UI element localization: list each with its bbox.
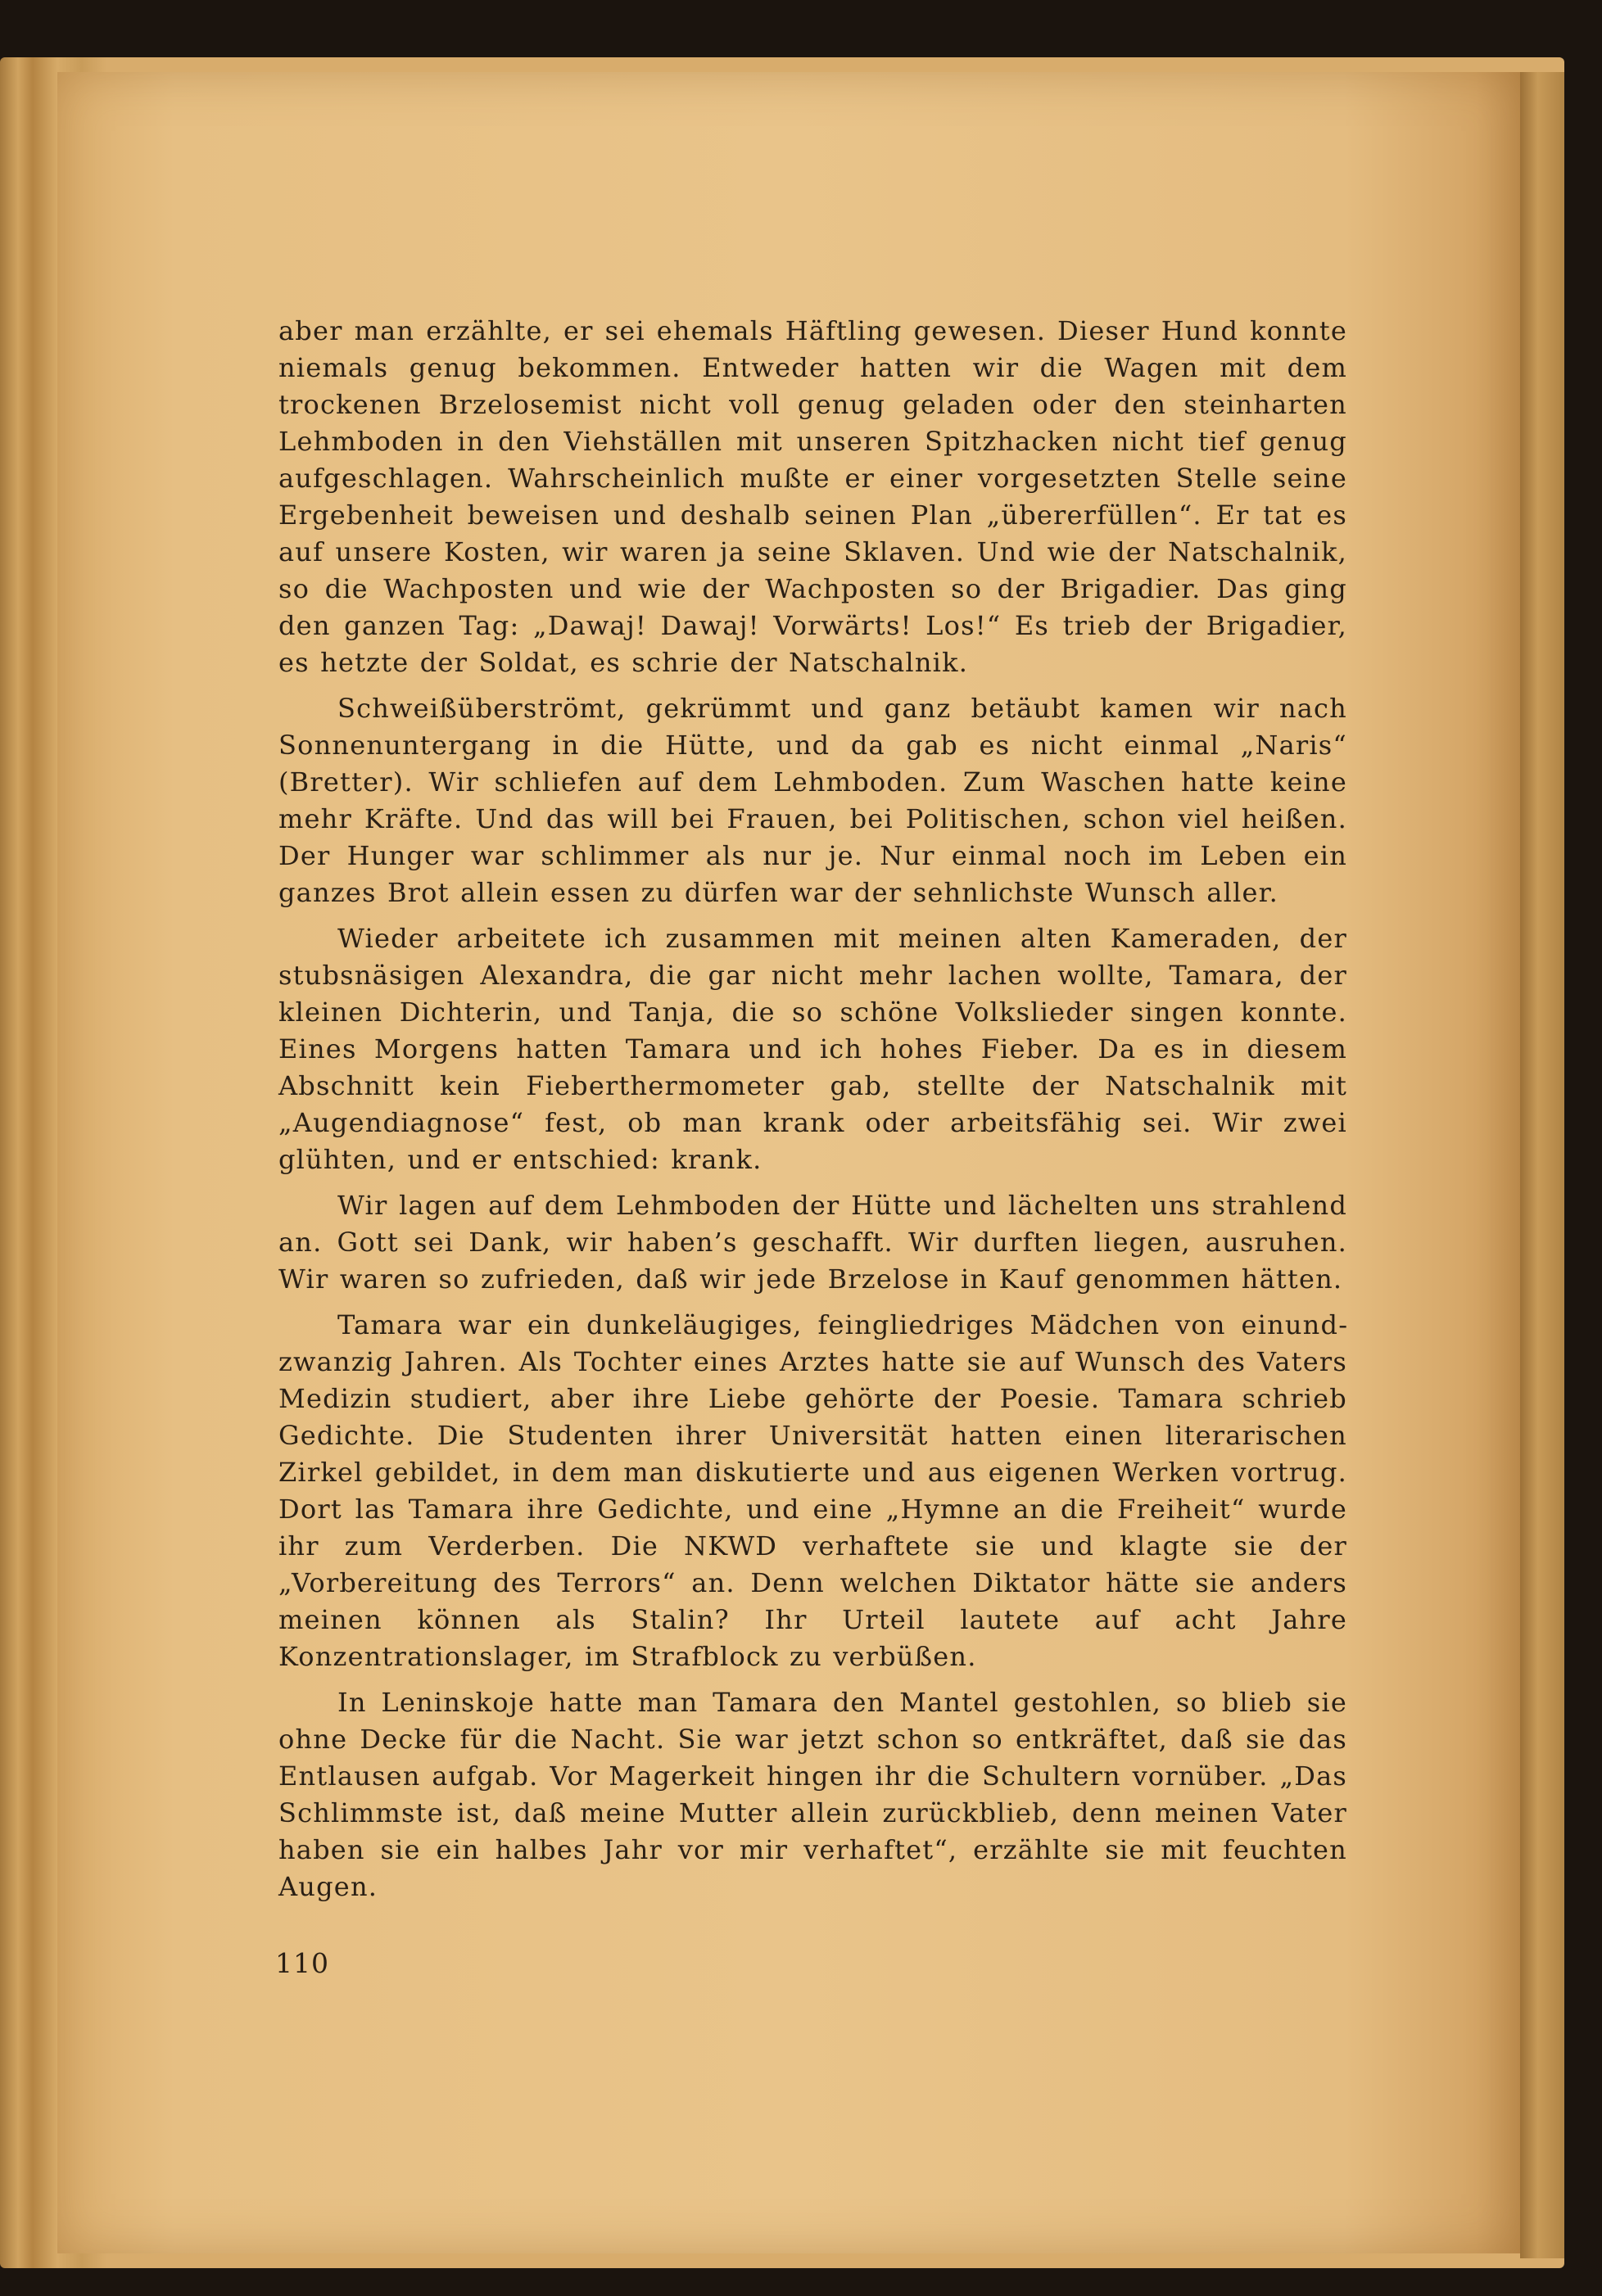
paragraph-3: Wieder arbeitete ich zusammen mit meinen alten Kameraden, der stubsnäsigen Alexandra, die gar nicht mehr lachen wollte, Tamara, der kleinen Dichterin, und Tanja, die so schöne Volkslieder singen konnte. Eines Morgens hatten Tamara und ich hohes Fieber. Da es in diesem Abschnitt kein Fieberthermometer gab, stellte der Natschalnik mit „Augendiagnose“ fest, ob man krank oder arbeitsfähig sei. Wir zwei glühten, und er entschied: krank. [278, 923, 1347, 1175]
paragraph-5: Tamara war ein dunkeläugiges, feingliedriges Mädchen von einundzwanzig Jahren. Als Tochter eines Arztes hatte sie auf Wunsch des Vaters Medizin studiert, aber ihre Liebe gehörte der Poesie. Tamara schrieb Gedichte. Die Studenten ihrer Universität hatten einen literarischen Zirkel gebildet, in dem man diskutierte und aus eigenen Werken vortrug. Dort las Tamara ihre Gedichte, und eine „Hymne an die Freiheit“ wurde ihr zum Verderben. Die NKWD verhaftete sie und klagte sie der „Vorbereitung des Terrors“ an. Denn welchen Diktator hätte sie anders meinen können als Stalin? Ihr Urteil lautete auf acht Jahre Konzentrationslager, im Strafblock zu verbüßen. [278, 1309, 1347, 1672]
paragraph-4: Wir lagen auf dem Lehmboden der Hütte und lächelten uns strahlend an. Gott sei Dank, wir haben’s geschafft. Wir durften liegen, ausruhen. Wir waren so zufrieden, daß wir jede Brzelose in Kauf genommen hätten. [278, 1190, 1347, 1295]
paragraph-1: aber man erzählte, er sei ehemals Häftling gewesen. Dieser Hund konnte niemals genug bekommen. Entweder hatten wir die Wagen mit dem trockenen Brzelosemist nicht voll genug geladen oder den steinharten Lehmboden in den Viehställen mit unseren Spitzhacken nicht tief genug aufgeschlagen. Wahrscheinlich mußte er einer vorgesetzten Stelle seine Ergebenheit beweisen und deshalb seinen Plan „übererfüllen“. Er tat es auf unsere Kosten, wir waren ja seine Sklaven. Und wie der Natschalnik, so die Wachposten und wie der Wachposten so der Brigadier. Das ging den ganzen Tag: „Dawaj! Dawaj! Vorwärts! Los!“ Es trieb der Brigadier, es hetzte der Soldat, es schrie der Natschalnik. [278, 315, 1347, 678]
paragraph-6: In Leninskoje hatte man Tamara den Mantel gestohlen, so blieb sie ohne Decke für die Nacht. Sie war jetzt schon so entkräftet, daß sie das Entlausen aufgab. Vor Magerkeit hingen ihr die Schultern vornüber. „Das Schlimmste ist, daß meine Mutter allein zurückblieb, denn meinen Vater haben sie ein halbes Jahr vor mir verhaftet“, erzählte sie mit feuchten Augen. [278, 1687, 1347, 1902]
paragraph-2: Schweißüberströmt, gekrümmt und ganz betäubt kamen wir nach Sonnenuntergang in die Hütte, und da gab es nicht einmal „Naris“ (Bretter). Wir schliefen auf dem Lehmboden. Zum Waschen hatte keine mehr Kräfte. Und das will bei Frauen, bei Politischen, schon viel heißen. Der Hunger war schlimmer als nur je. Nur einmal noch im Leben ein ganzes Brot allein essen zu dürfen war der sehnlichste Wunsch aller. [278, 693, 1347, 908]
page-body-text [278, 313, 1347, 1914]
page-number: 110 [275, 1947, 329, 1979]
book-edge-right [1520, 72, 1564, 2258]
